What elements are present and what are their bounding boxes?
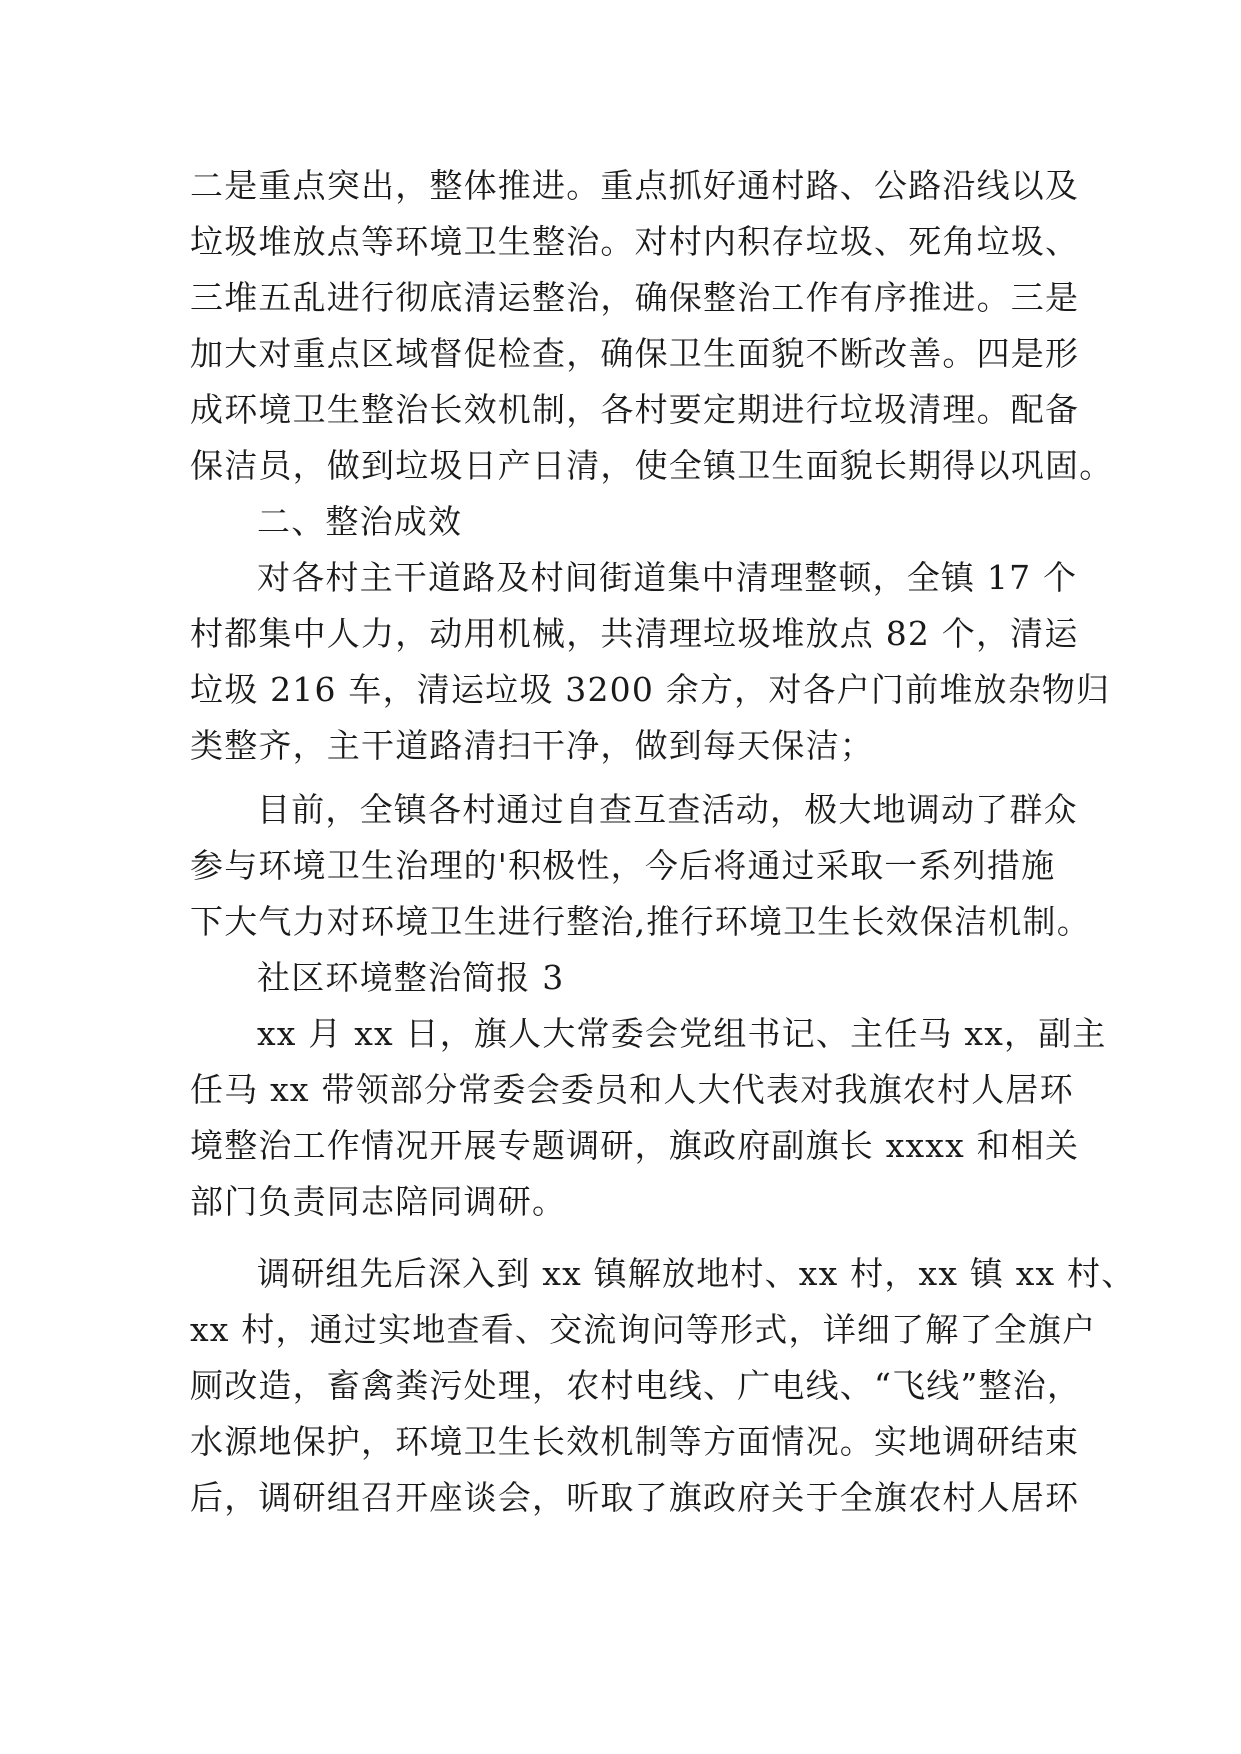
text-line: 厕改造，畜禽粪污处理，农村电线、广电线、“飞线”整治， [190,1366,1082,1405]
text-line: 下大气力对环境卫生进行整治,推行环境卫生长效保洁机制。 [190,902,1091,941]
text-line: 目前，全镇各村通过自查互查活动，极大地调动了群众 [257,790,1078,829]
text-line: 类整齐，主干道路清扫干净，做到每天保洁； [190,726,874,765]
text-line: 村都集中人力，动用机械，共清理垃圾堆放点 82 个，清运 [190,614,1079,653]
text-line: xx 村，通过实地查看、交流询问等形式，详细了解了全旗户 [190,1310,1097,1349]
text-line: 加大对重点区域督促检查，确保卫生面貌不断改善。四是形 [190,334,1080,373]
text-line: 垃圾堆放点等环境卫生整治。对村内积存垃圾、死角垃圾、 [190,222,1080,261]
text-line: 参与环境卫生治理的'积极性，今后将通过采取一系列措施 [190,846,1056,885]
text-line: 任马 xx 带领部分常委会委员和人大代表对我旗农村人居环 [190,1070,1074,1109]
text-line: 保洁员，做到垃圾日产日清，使全镇卫生面貌长期得以巩固。 [190,446,1114,485]
text-line: 对各村主干道路及村间街道集中清理整顿，全镇 17 个 [257,558,1078,597]
text-line: 调研组先后深入到 xx 镇解放地村、xx 村，xx 镇 xx 村、 [257,1254,1136,1293]
text-line: 垃圾 216 车，清运垃圾 3200 余方，对各户门前堆放杂物归 [190,670,1111,709]
text-line: 境整治工作情况开展专题调研，旗政府副旗长 xxxx 和相关 [190,1126,1080,1165]
section-heading: 二、整治成效 [257,502,463,541]
text-line: 部门负责同志陪同调研。 [190,1182,567,1221]
section-heading: 社区环境整治简报 3 [257,958,565,997]
text-line: 三堆五乱进行彻底清运整治，确保整治工作有序推进。三是 [190,278,1080,317]
text-line: xx 月 xx 日，旗人大常委会党组书记、主任马 xx，副主 [257,1014,1107,1053]
text-line: 水源地保护，环境卫生长效机制等方面情况。实地调研结束 [190,1422,1080,1461]
text-line: 二是重点突出，整体推进。重点抓好通村路、公路沿线以及 [190,166,1080,205]
text-line: 成环境卫生整治长效机制，各村要定期进行垃圾清理。配备 [190,390,1080,429]
text-line: 后，调研组召开座谈会，听取了旗政府关于全旗农村人居环 [190,1478,1080,1517]
